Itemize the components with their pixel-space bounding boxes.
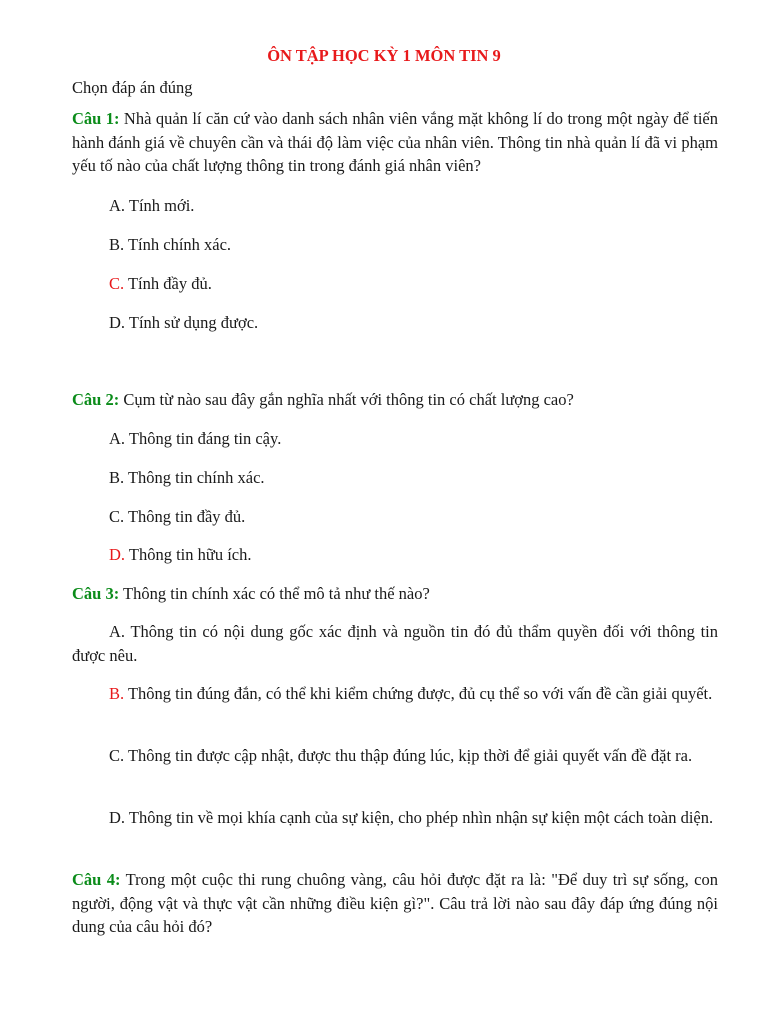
question-1-text: Nhà quản lí căn cứ vào danh sách nhân viên vắng mặt không lí do trong một ngày để tiến hành đánh giá về chuyên cần và thái độ làm việc của nhân viên. Thông tin nhà quản lí đã vi phạm yếu tố nào của chất lượng thông tin trong đánh giá nhân viên?	[72, 109, 719, 175]
answer-letter: A.	[109, 622, 126, 641]
q1-answer-c	[109, 272, 212, 295]
question-2-label: Câu 2:	[72, 390, 120, 409]
q3-answer-a	[72, 620, 718, 667]
q1-answer-b	[109, 233, 231, 256]
document-title: ÔN TẬP HỌC KỲ 1 MÔN TIN 9	[267, 46, 501, 65]
answer-text: Thông tin về mọi khía cạnh của sự kiện, cho phép nhìn nhận sự kiện một cách toàn diện.	[125, 808, 714, 827]
answer-letter: B.	[109, 235, 125, 254]
q2-answer-d	[109, 543, 251, 566]
answer-letter: A.	[109, 196, 126, 215]
question-2	[72, 388, 574, 411]
answer-letter: D.	[109, 808, 126, 827]
q1-answer-d	[109, 311, 258, 334]
answer-text: Thông tin đúng đắn, có thể khi kiểm chứng được, đủ cụ thể so với vấn đề cần giải quyết.	[124, 684, 713, 703]
q3-answer-c	[72, 744, 718, 768]
answer-text: Tính đầy đủ.	[124, 274, 212, 293]
answer-letter: C.	[109, 746, 125, 765]
question-3-text: Thông tin chính xác có thể mô tả như thế nào?	[119, 584, 430, 603]
answer-letter: D.	[109, 313, 126, 332]
answer-letter: A.	[109, 429, 126, 448]
question-4-text: Trong một cuộc thi rung chuông vàng, câu hỏi được đặt ra là: "Để duy trì sự sống, con người, động vật và thực vật cần những điều kiện gì?". Câu trả lời nào sau đây đáp ứng đúng nội dung của câu hỏi đó?	[72, 870, 719, 936]
q1-answer-a	[109, 194, 194, 217]
answer-letter-highlighted: C.	[109, 274, 125, 293]
question-1-label: Câu 1:	[72, 109, 120, 128]
question-3-label: Câu 3:	[72, 584, 120, 603]
answer-text: Tính chính xác.	[124, 235, 232, 254]
answer-text: Thông tin có nội dung gốc xác định và nguồn tin đó đủ thẩm quyền đối với thông tin được nêu.	[72, 622, 718, 665]
answer-text: Tính sử dụng được.	[125, 313, 259, 332]
answer-letter-highlighted: D.	[109, 545, 126, 564]
q2-answer-c	[109, 505, 245, 528]
answer-text: Thông tin chính xác.	[124, 468, 265, 487]
q2-answer-a	[109, 427, 281, 450]
q3-answer-b	[72, 682, 718, 706]
answer-text: Thông tin được cập nhật, được thu thập đúng lúc, kịp thời để giải quyết vấn đề đặt ra.	[124, 746, 693, 765]
answer-text: Thông tin đáng tin cậy.	[125, 429, 282, 448]
q3-answer-d	[72, 806, 718, 830]
answer-letter: B.	[109, 468, 125, 487]
q2-answer-b	[109, 466, 265, 489]
question-4-label: Câu 4:	[72, 870, 121, 889]
question-1	[72, 107, 718, 178]
question-2-text: Cụm từ nào sau đây gắn nghĩa nhất với thông tin có chất lượng cao?	[119, 390, 574, 409]
question-4	[72, 868, 718, 939]
answer-text: Thông tin đầy đủ.	[124, 507, 246, 526]
answer-letter-highlighted: B.	[109, 684, 125, 703]
answer-text: Thông tin hữu ích.	[125, 545, 252, 564]
answer-letter: C.	[109, 507, 125, 526]
question-3	[72, 582, 430, 605]
instruction-text: Chọn đáp án đúng	[72, 78, 193, 97]
answer-text: Tính mới.	[125, 196, 195, 215]
